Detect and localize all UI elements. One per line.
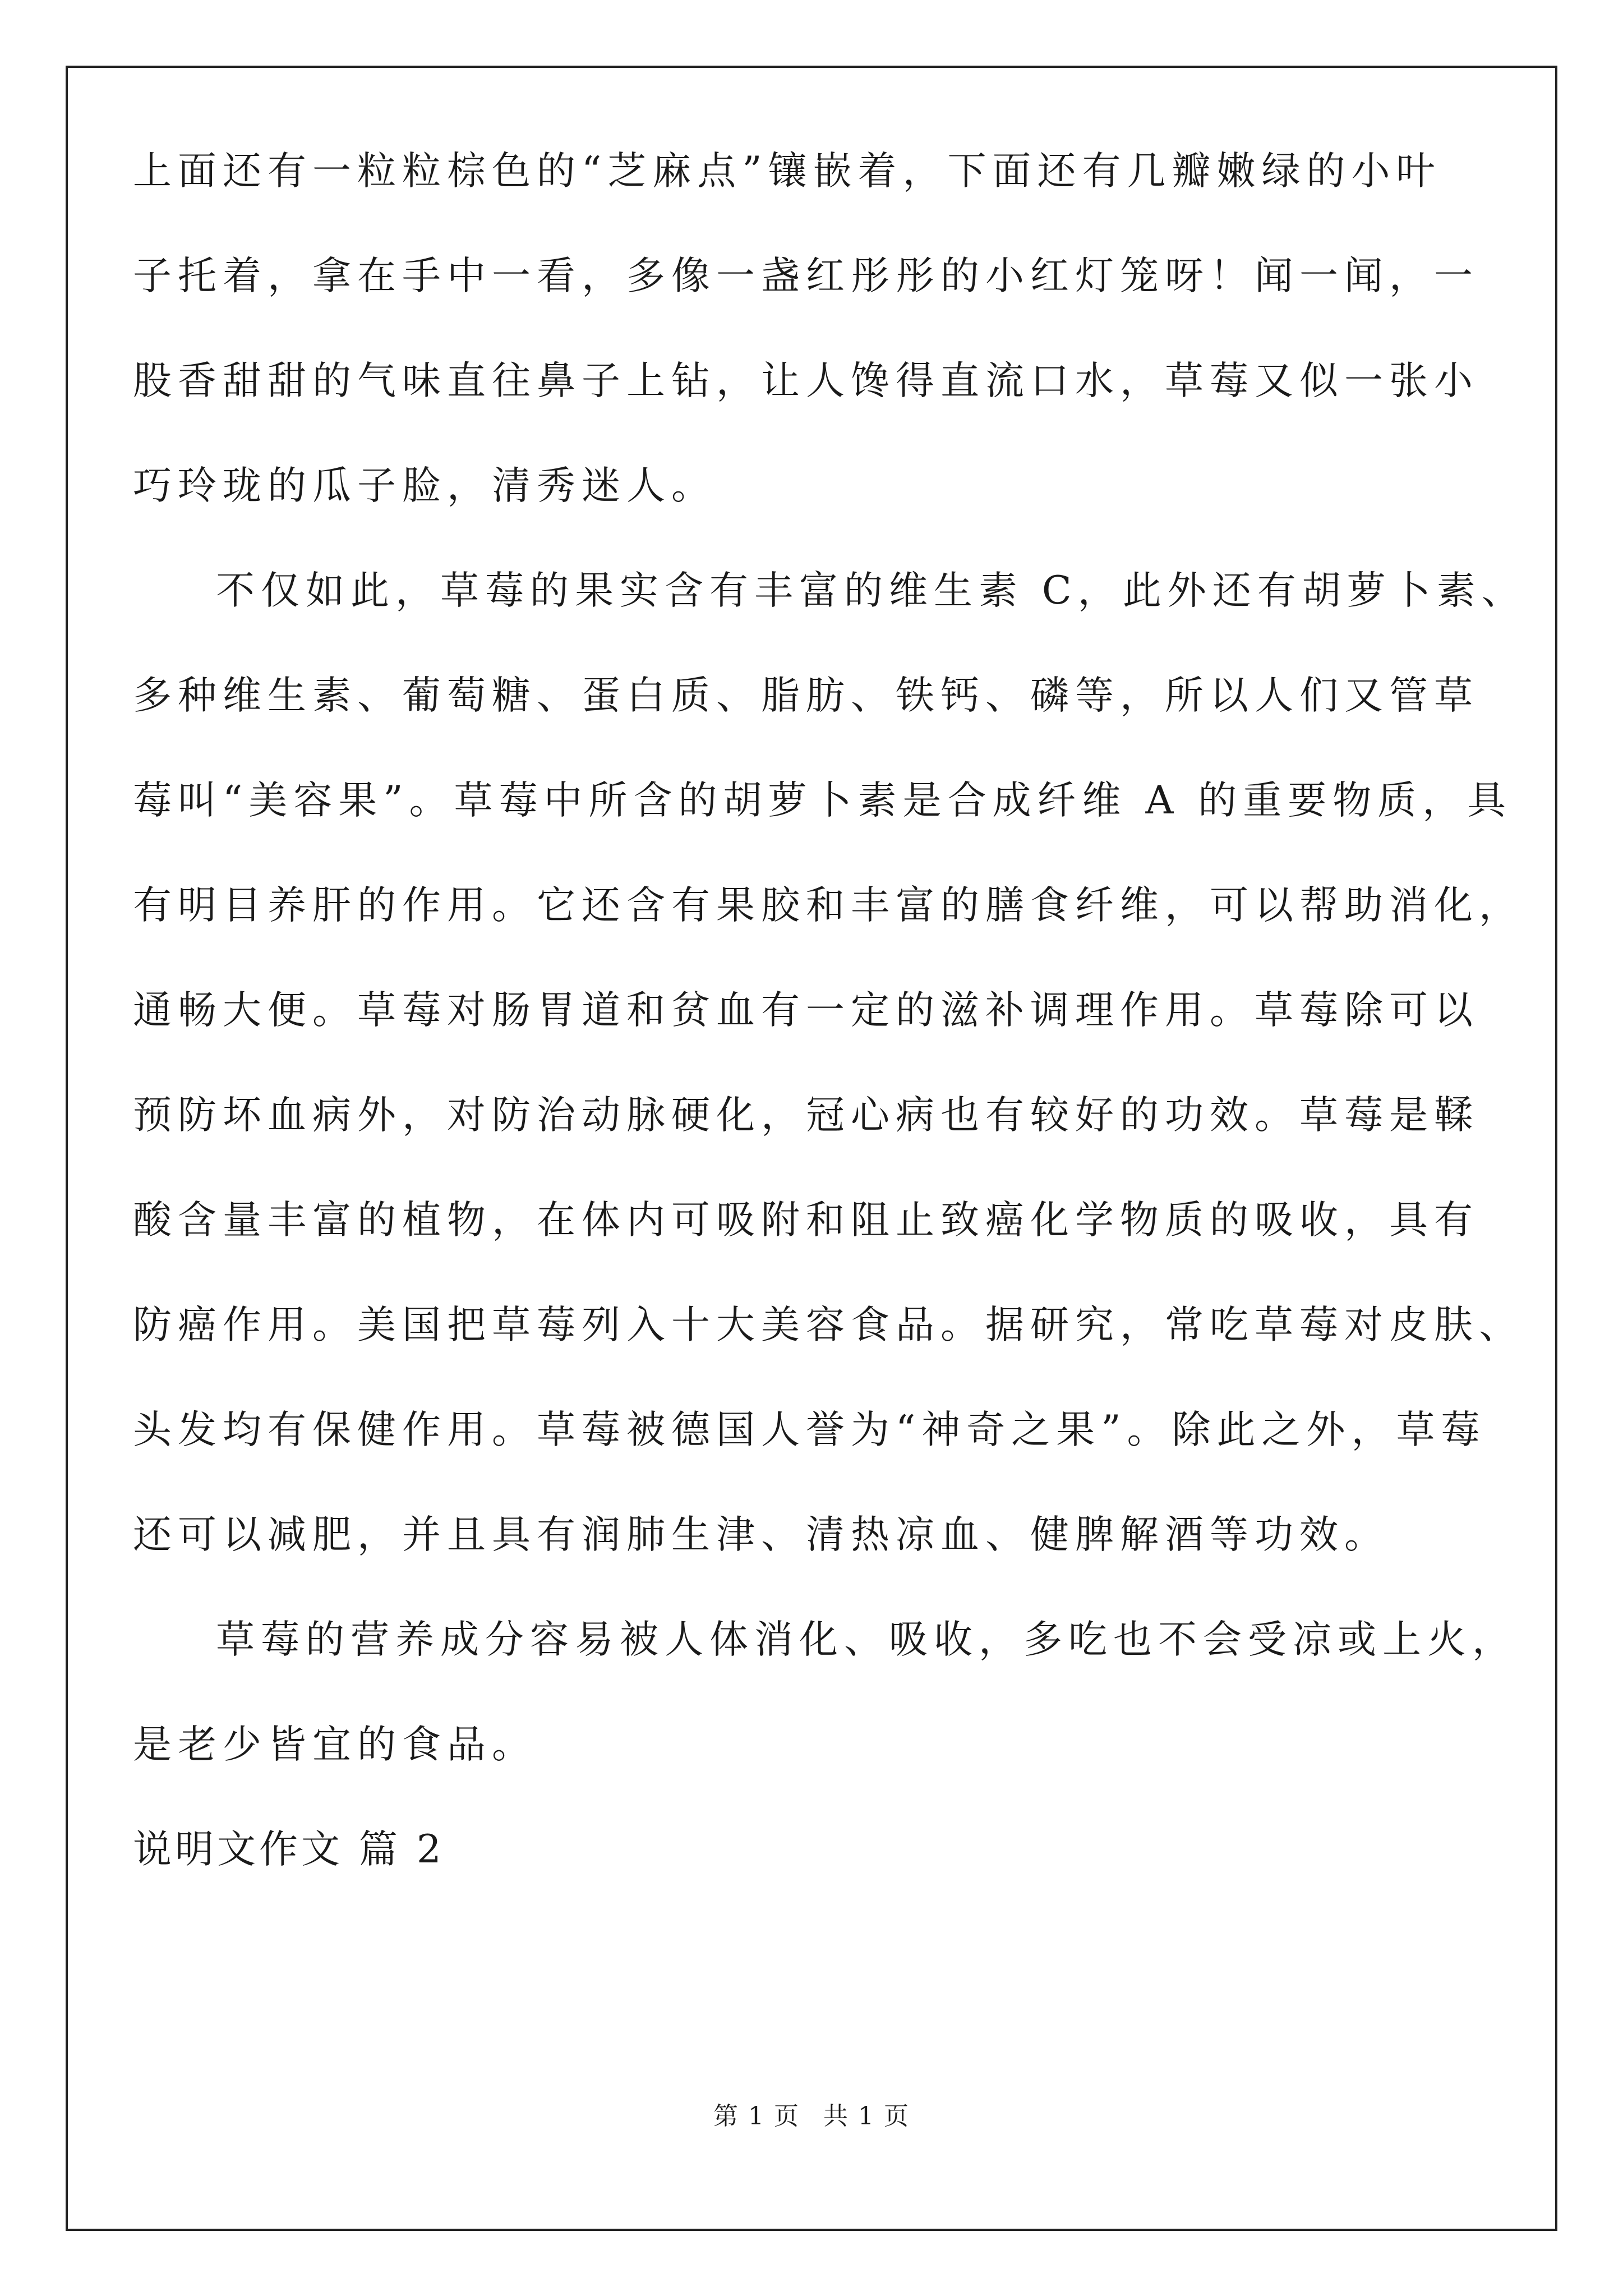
page-number: 第 1 页: [713, 2102, 800, 2131]
paragraph-start-line: 草莓的营养成分容易被人体消化、吸收，多吃也不会受凉或上火，: [216, 1617, 1517, 1662]
text-line: 还可以减肥，并且具有润肺生津、清热凉血、健脾解酒等功效。: [133, 1512, 1389, 1557]
section-heading: 说明文作文 篇 2: [133, 1827, 445, 1872]
text-line: 通畅大便。草莓对肠胃道和贫血有一定的滋补调理作用。草莓除可以: [133, 988, 1479, 1033]
page-footer: [0, 2101, 1623, 2132]
text-line: 有明目养肝的作用。它还含有果胶和丰富的膳食纤维，可以帮助消化，: [133, 883, 1524, 928]
text-line: 防癌作用。美国把草莓列入十大美容食品。据研究，常吃草莓对皮肤、: [133, 1303, 1524, 1347]
text-line: 莓叫“美容果”。草莓中所含的胡萝卜素是合成纤维 A 的重要物质，具: [133, 778, 1513, 823]
paragraph-start-line: 不仅如此，草莓的果实含有丰富的维生素 C，此外还有胡萝卜素、: [216, 568, 1527, 613]
text-line: 股香甜甜的气味直往鼻子上钻，让人馋得直流口水，草莓又似一张小: [133, 358, 1479, 403]
text-line: 多种维生素、葡萄糖、蛋白质、脂肪、铁钙、磷等，所以人们又管草: [133, 673, 1479, 718]
text-line: 头发均有保健作用。草莓被德国人誉为“神奇之果”。除此之外，草莓: [133, 1407, 1486, 1452]
document-body: [133, 146, 1527, 1929]
text-line: 上面还有一粒粒棕色的“芝麻点”镶嵌着，下面还有几瓣嫩绿的小叶: [133, 149, 1441, 194]
text-line: 预防坏血病外，对防治动脉硬化，冠心病也有较好的功效。草莓是鞣: [133, 1093, 1479, 1138]
text-line: 子托着，拿在手中一看，多像一盏红彤彤的小红灯笼呀！闻一闻，一: [133, 254, 1479, 298]
text-line: 酸含量丰富的植物，在体内可吸附和阻止致癌化学物质的吸收，具有: [133, 1198, 1479, 1243]
text-line: 巧玲珑的瓜子脸，清秀迷人。: [133, 463, 716, 508]
text-line: 是老少皆宜的食品。: [133, 1722, 537, 1767]
page-total: 共 1 页: [823, 2102, 910, 2131]
